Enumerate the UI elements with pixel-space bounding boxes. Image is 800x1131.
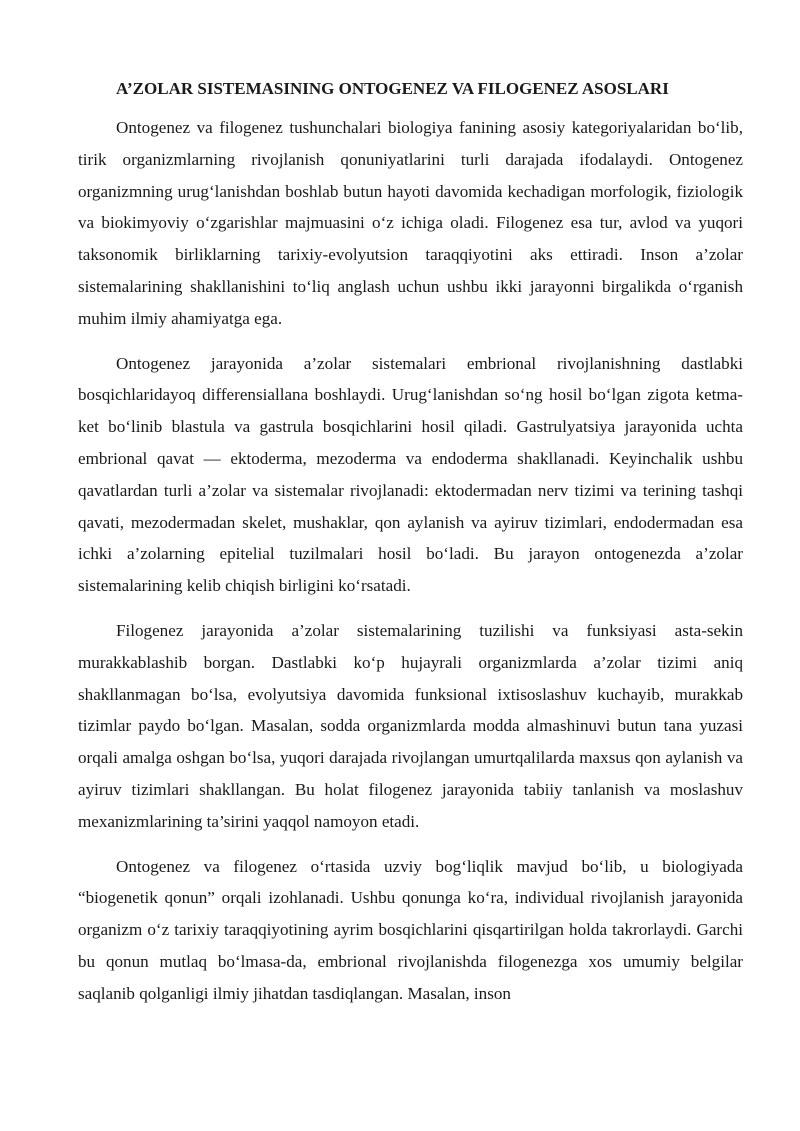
paragraph-ontogenez-embrional: Ontogenez jarayonida a’zolar sistemalari embrional rivojlanishning dastlabki bosqichlaridayoq differensiallana boshlaydi. Urug‘lanishdan so‘ng hosil bo‘lgan zigota ketma-ket bo‘linib blastula va gastrula bosqichlarini hosil qiladi. Gastrulyatsiya jarayonida uchta embrional qavat — ektoderma, mezoderma va endoderma shakllanadi. Keyinchalik ushbu qavatlardan turli a’zolar va sistemalar rivojlanadi: ektodermadan nerv tizimi va terining tashqi qavati, mezodermadan skelet, mushaklar, qon aylanish va ayiruv tizimlari, endodermadan esa ichki a’zolarning epitelial tuzilmalari hosil bo‘ladi. Bu jarayon ontogenezda a’zolar sistemalarining kelib chiqish birligini ko‘rsatadi. (78, 353, 743, 596)
document-title: A’ZOLAR SISTEMASINING ONTOGENEZ VA FILOGENEZ ASOSLARI (116, 79, 669, 98)
paragraph-ontogenez-filogenez-intro: Ontogenez va filogenez tushunchalari biologiya fanining asosiy kategoriyalaridan bo‘lib, tirik organizmlarning rivojlanish qonuniyatlarini turli darajada ifodalaydi. Ontogenez organizmning urug‘lanishdan boshlab butun hayoti davomida kechadigan morfologik, fiziologik va biokimyoviy o‘zgarishlar majmuasini o‘z ichiga oladi. Filogenez esa tur, avlod va yuqori taksonomik birliklarning tarixiy-evolyutsion taraqqiyotini aks ettiradi. Inson a’zolar sistemalarining shakllanishini to‘liq anglash uchun ushbu ikki jarayonni birgalikda o‘rganish muhim ilmiy ahamiyatga ega. (78, 118, 743, 328)
paragraph-biogenetik-qonun: Ontogenez va filogenez o‘rtasida uzviy bog‘liqlik mavjud bo‘lib, u biologiyada “biogenetik qonun” orqali izohlanadi. Ushbu qonunga ko‘ra, individual rivojlanish jarayonida organizm o‘z tarixiy taraqqiyotining ayrim bosqichlarini qisqartirilgan holda takrorlaydi. Garchi bu qonun mutlaq bo‘lmasa-da, embrional rivojlanishda filogenezga xos umumiy belgilar saqlanib qolganligi ilmiy jihatdan tasdiqlangan. Masalan, inson (78, 856, 743, 1003)
paragraph-filogenez-evolyutsiya: Filogenez jarayonida a’zolar sistemalarining tuzilishi va funksiyasi asta-sekin murakkablashib borgan. Dastlabki ko‘p hujayrali organizmlarda a’zolar tizimi aniq shakllanmagan bo‘lsa, evolyutsiya davomida funksional ixtisoslashuv kuchayib, murakkab tizimlar paydo bo‘lgan. Masalan, sodda organizmlarda modda almashinuvi butun tana yuzasi orqali amalga oshgan bo‘lsa, yuqori darajada rivojlangan umurtqalilarda maxsus qon aylanish va ayiruv tizimlari shakllangan. Bu holat filogenez jarayonida tabiiy tanlanish va moslashuv mexanizmlarining ta’sirini yaqqol namoyon etadi. (78, 620, 743, 831)
